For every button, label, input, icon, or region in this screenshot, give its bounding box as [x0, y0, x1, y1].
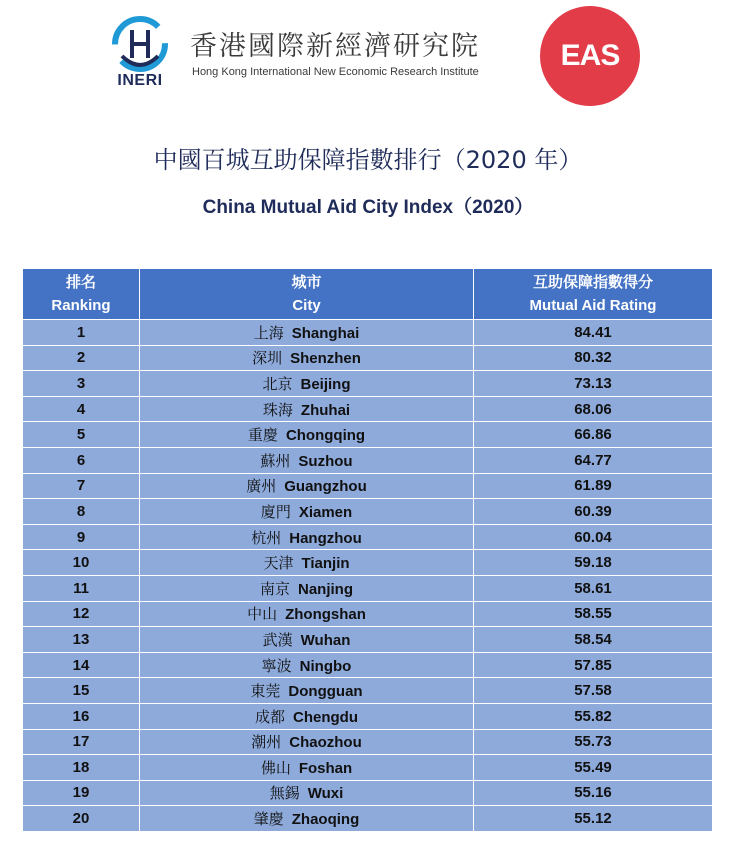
table-header-row: [23, 269, 713, 320]
city-name-en: Chaozhou: [289, 734, 362, 752]
column-header-cn: 城市: [291, 274, 322, 291]
city-name-en: Zhongshan: [285, 606, 366, 624]
table-row: [23, 729, 713, 755]
rank-cell: 1: [23, 320, 140, 346]
table-row: [23, 447, 713, 473]
rating-cell: 60.04: [474, 524, 713, 550]
city-name-en: Wuhan: [300, 631, 351, 649]
rank-cell: 9: [23, 524, 140, 550]
table-row: [23, 550, 713, 576]
city-name-en: Xiamen: [298, 503, 353, 521]
table-row: [23, 703, 713, 729]
rating-cell: 58.55: [474, 601, 713, 627]
city-name-en: Shenzhen: [290, 350, 361, 368]
rank-cell: 8: [23, 499, 140, 525]
column-header-ranking: [23, 269, 140, 320]
city-name-en: Nanjing: [298, 580, 353, 598]
city-cell: [140, 447, 474, 473]
table-row: [23, 601, 713, 627]
page-title-en: China Mutual Aid City Index（2020）: [202, 197, 534, 218]
city-cell: [140, 473, 474, 499]
city-name-en: Suzhou: [298, 452, 353, 470]
city-cell: [140, 550, 474, 576]
rating-cell: 58.61: [474, 575, 713, 601]
city-name-en: Chengdu: [293, 708, 358, 726]
rating-cell: 61.89: [474, 473, 713, 499]
city-name-cn: 肇慶: [253, 810, 284, 829]
rating-cell: 80.32: [474, 345, 713, 371]
rank-cell: 18: [23, 755, 140, 781]
city-cell: [140, 601, 474, 627]
city-name-en: Beijing: [300, 375, 351, 393]
rating-cell: 68.06: [474, 396, 713, 422]
rating-cell: 57.85: [474, 652, 713, 678]
column-header-en: Mutual Aid Rating: [529, 297, 657, 314]
city-name-cn: 無錫: [269, 784, 300, 803]
column-header-en: Ranking: [51, 297, 111, 314]
rating-cell: 59.18: [474, 550, 713, 576]
rank-cell: 6: [23, 447, 140, 473]
column-header-rating: [474, 269, 713, 320]
city-cell: [140, 627, 474, 653]
city-name-cn: 寧波: [261, 656, 292, 675]
rank-cell: 16: [23, 703, 140, 729]
table-row: [23, 678, 713, 704]
city-name-cn: 蘇州: [260, 451, 291, 470]
city-name-en: Ningbo: [299, 657, 352, 675]
rating-cell: 84.41: [474, 320, 713, 346]
city-cell: [140, 780, 474, 806]
table-row: [23, 652, 713, 678]
rank-cell: 12: [23, 601, 140, 627]
city-cell: [140, 575, 474, 601]
city-name-en: Wuxi: [307, 785, 344, 803]
rating-cell: 66.86: [474, 422, 713, 448]
rating-cell: 60.39: [474, 499, 713, 525]
rank-cell: 7: [23, 473, 140, 499]
city-name-en: Chongqing: [285, 427, 366, 445]
institute-name-en: Hong Kong International New Economic Research Institute: [192, 66, 479, 78]
table-row: [23, 396, 713, 422]
city-name-cn: 天津: [263, 554, 294, 573]
table-row: [23, 524, 713, 550]
rank-cell: 11: [23, 575, 140, 601]
city-name-en: Dongguan: [288, 683, 363, 701]
table-body: [23, 320, 713, 832]
table-row: [23, 320, 713, 346]
rank-cell: 10: [23, 550, 140, 576]
ranking-table: [22, 268, 713, 832]
eas-logo-text: EAS: [560, 39, 620, 72]
city-name-cn: 東莞: [250, 682, 281, 701]
page-header: [0, 0, 736, 110]
rank-cell: 17: [23, 729, 140, 755]
city-name-cn: 佛山: [260, 758, 291, 777]
rank-cell: 14: [23, 652, 140, 678]
city-name-en: Hangzhou: [289, 529, 362, 547]
city-cell: [140, 396, 474, 422]
city-name-cn: 成都: [254, 707, 285, 726]
city-name-en: Foshan: [298, 759, 353, 777]
city-name-cn: 中山: [247, 605, 278, 624]
city-cell: [140, 729, 474, 755]
column-header-en: City: [292, 297, 321, 314]
city-name-cn: 廈門: [260, 502, 291, 521]
table-row: [23, 371, 713, 397]
rank-cell: 3: [23, 371, 140, 397]
table-row: [23, 345, 713, 371]
city-name-cn: 武漢: [262, 630, 293, 649]
city-cell: [140, 755, 474, 781]
city-name-en: Guangzhou: [284, 478, 367, 496]
table-row: [23, 499, 713, 525]
city-name-cn: 珠海: [262, 400, 293, 419]
city-cell: [140, 678, 474, 704]
city-cell: [140, 422, 474, 448]
city-cell: [140, 703, 474, 729]
city-name-cn: 南京: [259, 579, 290, 598]
city-cell: [140, 320, 474, 346]
rating-cell: 55.82: [474, 703, 713, 729]
city-cell: [140, 345, 474, 371]
table-row: [23, 473, 713, 499]
rank-cell: 2: [23, 345, 140, 371]
ineri-logo-text: INERI: [117, 72, 163, 89]
rating-cell: 55.49: [474, 755, 713, 781]
rank-cell: 4: [23, 396, 140, 422]
rank-cell: 15: [23, 678, 140, 704]
city-name-cn: 深圳: [252, 349, 283, 368]
city-name-en: Tianjin: [301, 555, 350, 573]
column-header-cn: 排名: [65, 274, 96, 291]
rating-cell: 58.54: [474, 627, 713, 653]
table-row: [23, 575, 713, 601]
rank-cell: 13: [23, 627, 140, 653]
city-name-en: Shanghai: [291, 324, 360, 342]
city-cell: [140, 806, 474, 832]
column-header-cn: 互助保障指數得分: [532, 274, 653, 291]
page-title-cn: 中國百城互助保障指數排行（2020 年）: [153, 146, 583, 174]
city-name-en: Zhaoqing: [291, 811, 360, 829]
city-cell: [140, 524, 474, 550]
rank-cell: 5: [23, 422, 140, 448]
city-cell: [140, 652, 474, 678]
city-name-cn: 重慶: [247, 426, 278, 445]
rating-cell: 55.12: [474, 806, 713, 832]
rank-cell: 20: [23, 806, 140, 832]
eas-logo: [540, 6, 640, 106]
city-name-cn: 廣州: [246, 477, 277, 496]
rank-cell: 19: [23, 780, 140, 806]
table-row: [23, 422, 713, 448]
city-name-cn: 潮州: [251, 733, 282, 752]
table-row: [23, 627, 713, 653]
institute-name-cn: 香港國際新經濟研究院: [190, 31, 480, 62]
rating-cell: 64.77: [474, 447, 713, 473]
column-header-city: [140, 269, 474, 320]
table-row: [23, 806, 713, 832]
city-name-en: Zhuhai: [300, 401, 351, 419]
city-cell: [140, 371, 474, 397]
city-name-cn: 北京: [262, 374, 293, 393]
city-cell: [140, 499, 474, 525]
rating-cell: 55.73: [474, 729, 713, 755]
city-name-cn: 上海: [253, 323, 284, 342]
rating-cell: 55.16: [474, 780, 713, 806]
rating-cell: 73.13: [474, 371, 713, 397]
table-row: [23, 780, 713, 806]
city-name-cn: 杭州: [251, 528, 282, 547]
rating-cell: 57.58: [474, 678, 713, 704]
table-row: [23, 755, 713, 781]
